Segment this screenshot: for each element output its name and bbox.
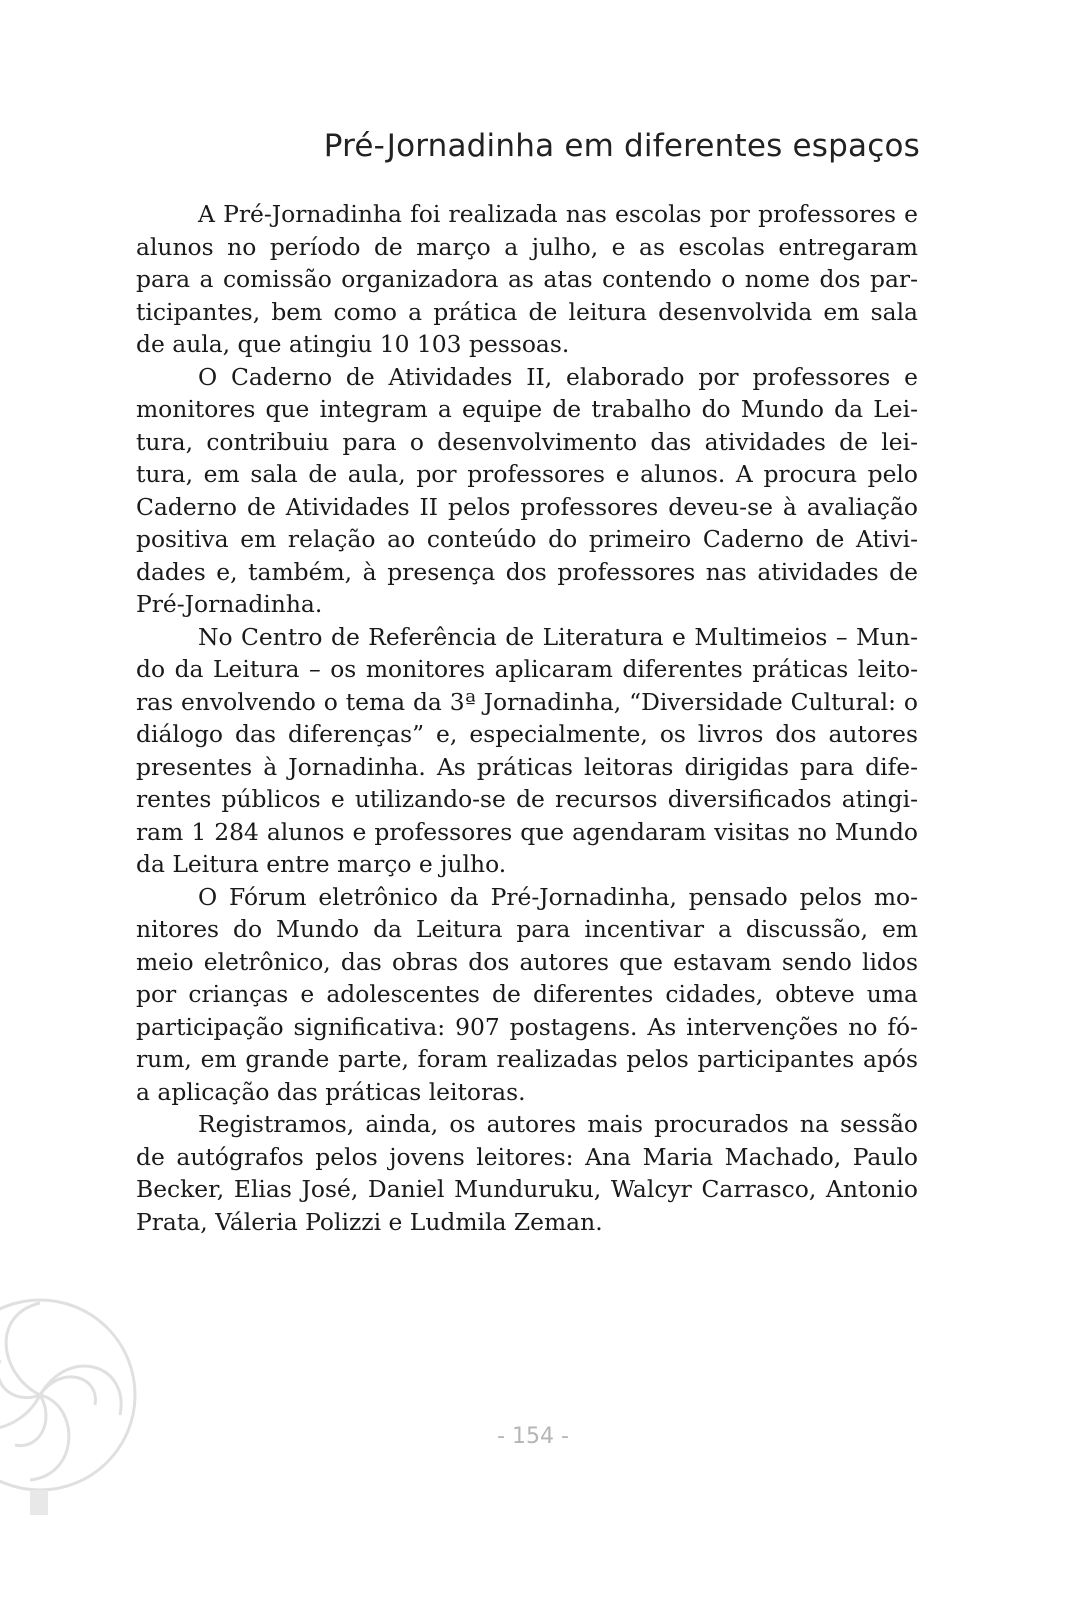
paragraph-4: O Fórum eletrônico da Pré-Jornadinha, pensado pelos monitores do Mundo da Leitura para incentivar a discussão, em meio eletrônico, das obras dos autores que estavam sendo lidos por crianças e adolescentes de diferentes cidades, obteve uma participação significativa: 907 postagens. As intervenções no fórum, em grande parte, foram realizadas pelos participantes após a aplicação das práticas leitoras. — [136, 882, 918, 1106]
lollipop-watermark-icon — [0, 1285, 150, 1515]
paragraph-3: No Centro de Referência de Literatura e Multimeios – Mundo da Leitura – os monitores aplicaram diferentes práticas leitoras envolvendo o tema da 3ª Jornadinha, “Diversidade Cultural: o diálogo das diferenças” e, especialmente, os livros dos autores presentes à Jornadinha. As práticas leitoras dirigidas para diferentes públicos e utilizando-se de recursos diversificados atingiram 1 284 alunos e professores que agendaram visitas no Mundo da Leitura entre março e julho. — [136, 622, 918, 878]
paragraph-1: A Pré-Jornadinha foi realizada nas escolas por professores e alunos no período de março a julho, e as escolas entregaram para a comissão organizadora as atas contendo o nome dos participantes, bem como a prática de leitura desenvolvida em sala de aula, que atingiu 10 103 pessoas. — [136, 200, 918, 358]
page-number: - 154 - — [497, 1424, 569, 1449]
paragraph-2: O Caderno de Atividades II, elaborado por professores e monitores que integram a equipe de trabalho do Mundo da Leitura, contribuiu para o desenvolvimento das atividades de leitura, em sala de aula, por professores e alunos. A procura pelo Caderno de Atividades II pelos professores deveu-se à avaliação positiva em relação ao conteúdo do primeiro Caderno de Atividades e, também, à presença dos professores nas atividades de Pré-Jornadinha. — [136, 362, 918, 618]
paragraph-5: Registramos, ainda, os autores mais procurados na sessão de autógrafos pelos jovens leitores: Ana Maria Machado, Paulo Becker, Elias José, Daniel Munduruku, Walcyr Carrasco, Antonio Prata, Váleria Polizzi e Ludmila Zeman. — [136, 1110, 918, 1236]
section-title: Pré-Jornadinha em diferentes espaços — [323, 128, 920, 164]
body-text — [136, 198, 918, 1238]
